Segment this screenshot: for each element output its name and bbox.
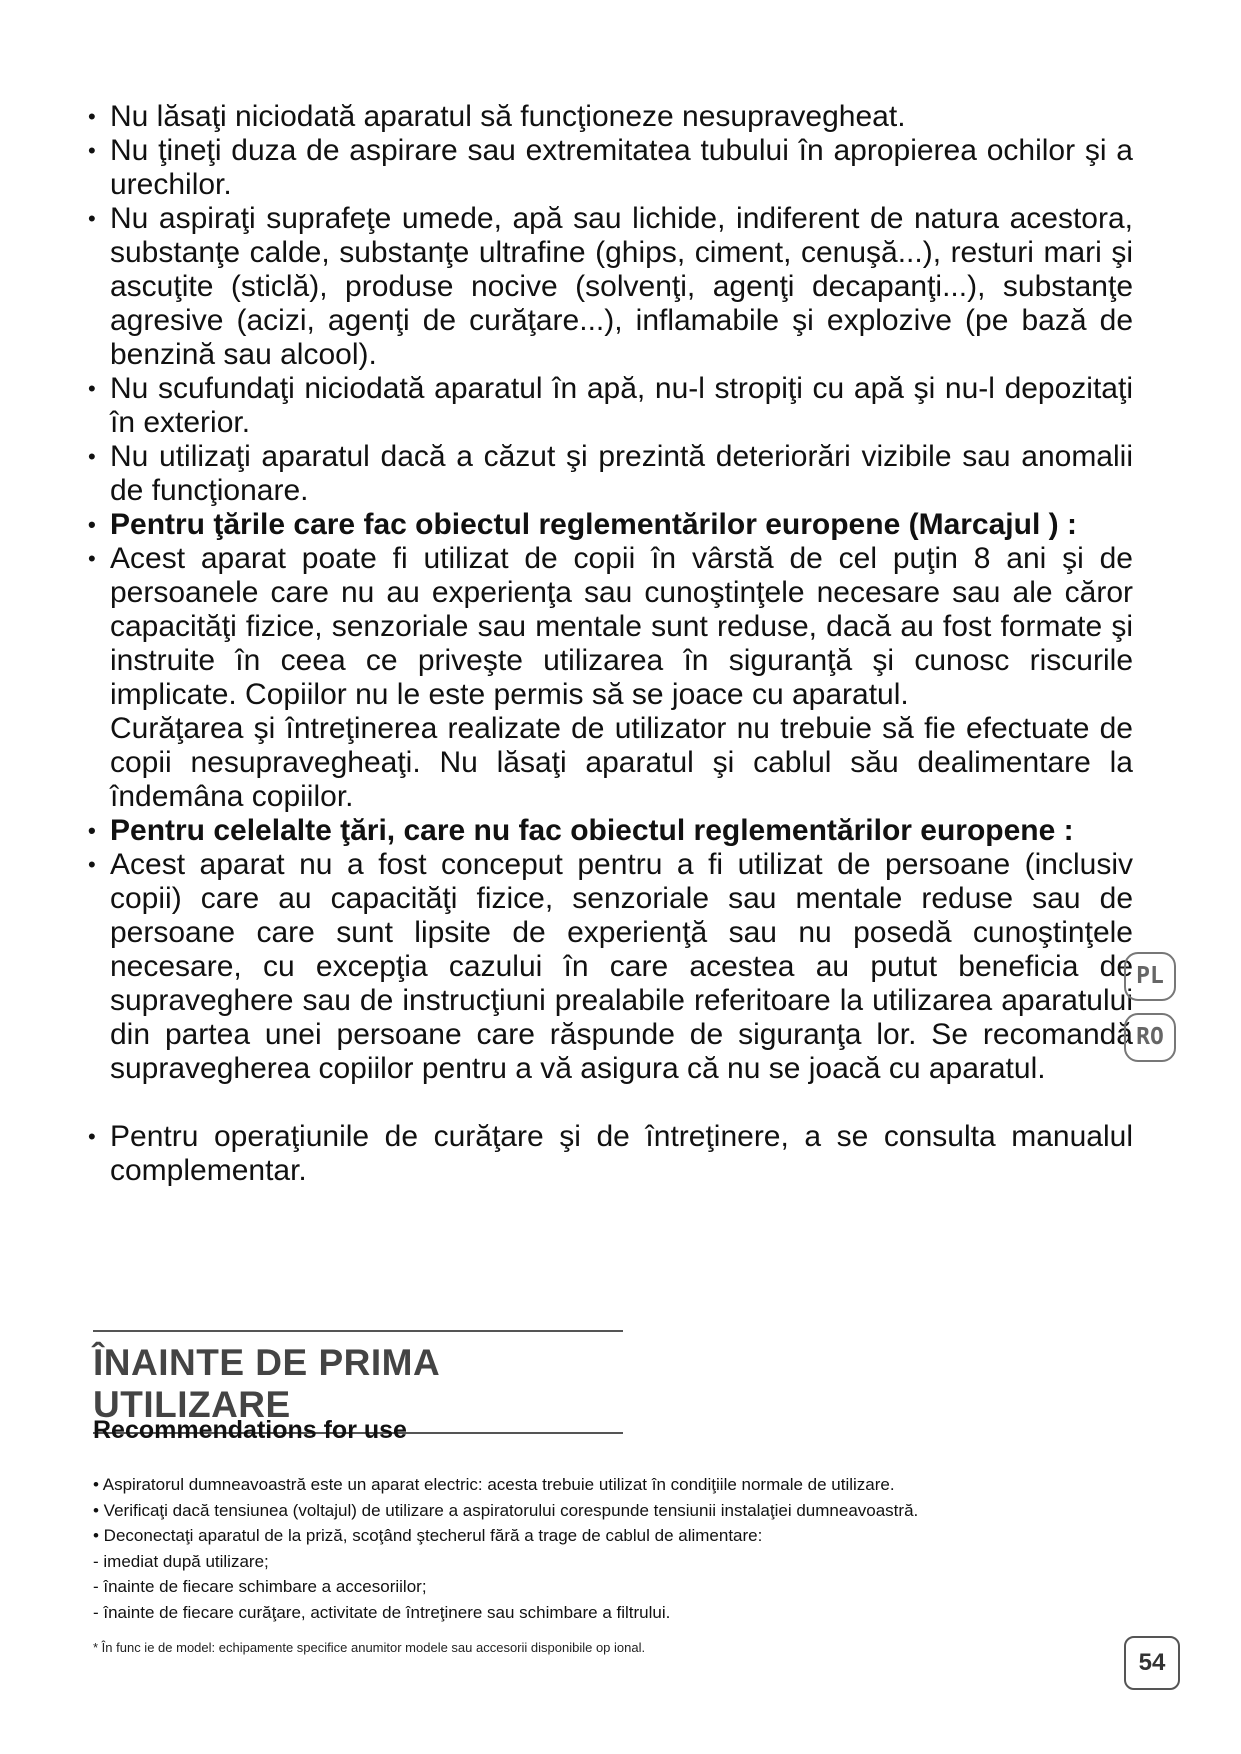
eu-text: • Acest aparat poate fi utilizat de copii în vârstă de cel puţin 8 ani şi de persoanele care nu au experienţa sau cunoştinţele necesare sau ale căror capacităţi fizice, senzoriale sau mentale sunt reduse, dacă au fost formate şi instruite în ceea ce priveşte utilizarea în siguranţă şi cunosc riscurile implicate. Copiilor nu le este permis să se joace cu aparatul.: [93, 542, 1133, 712]
lang-tab-pl[interactable]: PL: [1124, 952, 1176, 1001]
recommendations-list: [93, 1472, 1133, 1625]
bullet-5: • Nu utilizaţi aparatul dacă a căzut şi prezintă deteriorări vizibile sau anomalii de funcţionare.: [93, 440, 1133, 508]
non-eu-heading: • Pentru celelalte ţări, care nu fac obiectul reglementărilor europene :: [93, 814, 1133, 848]
eu-heading: • Pentru ţările care fac obiectul reglementărilor europene (Marcajul ) :: [93, 508, 1133, 542]
page-number: 54: [1124, 1636, 1180, 1690]
main-text: [93, 100, 1133, 1188]
bullet-4: • Nu scufundaţi niciodată aparatul în apă, nu-l stropiţi cu apă şi nu-l depozitaţi în exterior.: [93, 372, 1133, 440]
subsection-title: Recommendations for use: [93, 1416, 407, 1444]
section-title: ÎNAINTE DE PRIMA UTILIZARE: [93, 1330, 623, 1434]
maintenance-note: • Pentru operaţiunile de curăţare şi de întreţinere, a se consulta manualul complementar.: [93, 1120, 1133, 1188]
bullet-1: • Nu lăsaţi niciodată aparatul să funcţioneze nesupravegheat.: [93, 100, 1133, 134]
non-eu-text: • Acest aparat nu a fost conceput pentru a fi utilizat de persoane (inclusiv copii) care au capacităţi fizice, senzoriale sau mentale reduse sau de persoane care sunt lipsite de experienţă sau nu posedă cunoştinţele necesare, cu excepţia cazului în care acestea au putut beneficia de supraveghere sau de instrucţiuni prealabile referitoare la utilizarea aparatului din partea unei persoane care răspunde de siguranţa lor. Se recomandă supravegherea copiilor pentru a vă asigura că nu se joacă cu aparatul.: [93, 848, 1133, 1086]
footnote: * În func ie de model: echipamente specifice anumitor modele sau accesorii disponibile op ional.: [93, 1640, 646, 1655]
lang-tab-ro[interactable]: RO: [1124, 1013, 1176, 1062]
list-item: • Aspiratorul dumneavoastră este un aparat electric: acesta trebuie utilizat în condiţiile normale de utilizare.: [93, 1475, 895, 1494]
list-item: • Deconectaţi aparatul de la priză, scoţând ştecherul fără a trage de cablul de alimentare:: [93, 1526, 763, 1545]
list-item: - imediat după utilizare;: [93, 1551, 269, 1571]
bullet-2: • Nu ţineţi duza de aspirare sau extremitatea tubului în apropierea ochilor şi a urechilor.: [93, 134, 1133, 202]
bullet-3: • Nu aspiraţi suprafeţe umede, apă sau lichide, indiferent de natura acestora, substanţe calde, substanţe ultrafine (ghips, ciment, cenuşă...), resturi mari şi ascuţite (sticlă), produse nocive (solvenţi, agenţi decapanţi...), substanţe agresive (acizi, agenţi de curăţare...), inflamabile şi explozive (pe bază de benzină sau alcool).: [93, 202, 1133, 372]
list-item: • Verificaţi dacă tensiunea (voltajul) de utilizare a aspiratorului corespunde tensiunii instalaţiei dumneavoastră.: [93, 1500, 919, 1520]
list-item: - înainte de fiecare schimbare a accesoriilor;: [93, 1577, 427, 1596]
list-item: - înainte de fiecare curăţare, activitate de întreţinere sau schimbare a filtrului.: [93, 1602, 671, 1622]
eu-text-2: Curăţarea şi întreţinerea realizate de utilizator nu trebuie să fie efectuate de copii nesupravegheaţi. Nu lăsaţi aparatul şi cablul său dealimentare la îndemâna copiilor.: [110, 712, 1133, 813]
